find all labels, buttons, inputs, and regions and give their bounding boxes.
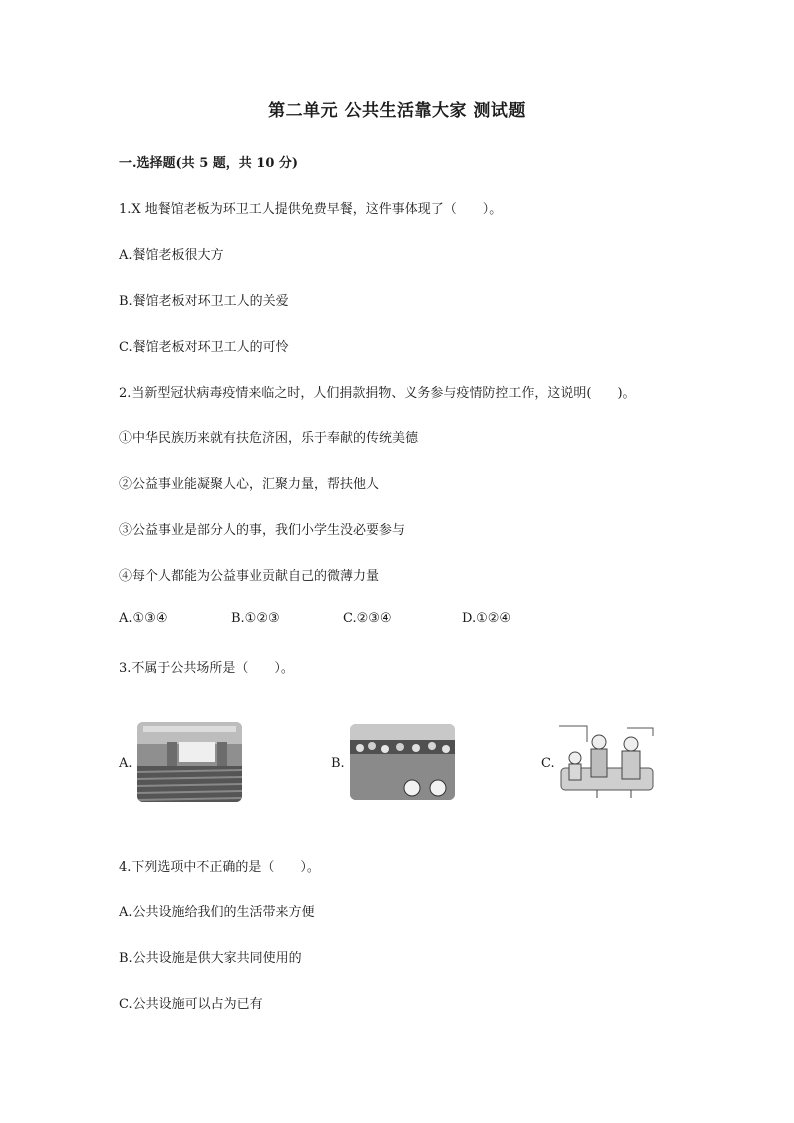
family-home-illustration[interactable] — [557, 722, 657, 800]
sports-field-photo[interactable] — [350, 724, 455, 800]
question-2-statement-1: ①中华民族历来就有扶危济困，乐于奉献的传统美德 — [119, 431, 419, 446]
question-3-label-c[interactable]: C. — [541, 756, 555, 771]
question-3-stem: 3.不属于公共场所是（ ）。 — [119, 661, 294, 676]
question-2-option-b[interactable]: B.①②③ — [231, 611, 280, 626]
section-heading: 一.选择题(共 5 题，共 10 分) — [119, 156, 299, 171]
question-1-option-b[interactable]: B.餐馆老板对环卫工人的关爱 — [119, 294, 289, 309]
question-1-option-c[interactable]: C.餐馆老板对环卫工人的可怜 — [119, 340, 289, 355]
question-1-option-a[interactable]: A.餐馆老板很大方 — [119, 248, 224, 263]
question-4-option-b[interactable]: B.公共设施是供大家共同使用的 — [119, 951, 302, 966]
question-3-label-a[interactable]: A. — [119, 756, 133, 771]
page-title: 第二单元 公共生活靠大家 测试题 — [268, 101, 526, 121]
question-2-statement-2: ②公益事业能凝聚人心，汇聚力量，帮扶他人 — [119, 477, 380, 492]
question-2-statement-4: ④每个人都能为公益事业贡献自己的微薄力量 — [119, 569, 380, 584]
question-2-option-d[interactable]: D.①②④ — [462, 611, 512, 626]
question-2-option-a[interactable]: A.①③④ — [119, 611, 168, 626]
question-4-option-c[interactable]: C.公共设施可以占为已有 — [119, 997, 263, 1012]
question-2-option-c[interactable]: C.②③④ — [343, 611, 392, 626]
auditorium-photo[interactable] — [137, 722, 242, 802]
question-4-stem: 4.下列选项中不正确的是（ ）。 — [119, 860, 320, 875]
question-4-option-a[interactable]: A.公共设施给我们的生活带来方便 — [119, 905, 315, 920]
question-3-label-b[interactable]: B. — [331, 756, 345, 771]
question-1-stem: 1.X 地餐馆老板为环卫工人提供免费早餐，这件事体现了（ ）。 — [119, 202, 503, 217]
question-2-statement-3: ③公益事业是部分人的事，我们小学生没必要参与 — [119, 523, 406, 538]
question-2-stem: 2.当新型冠状病毒疫情来临之时，人们捐款捐物、义务参与疫情防控工作，这说明( )。 — [119, 386, 636, 401]
